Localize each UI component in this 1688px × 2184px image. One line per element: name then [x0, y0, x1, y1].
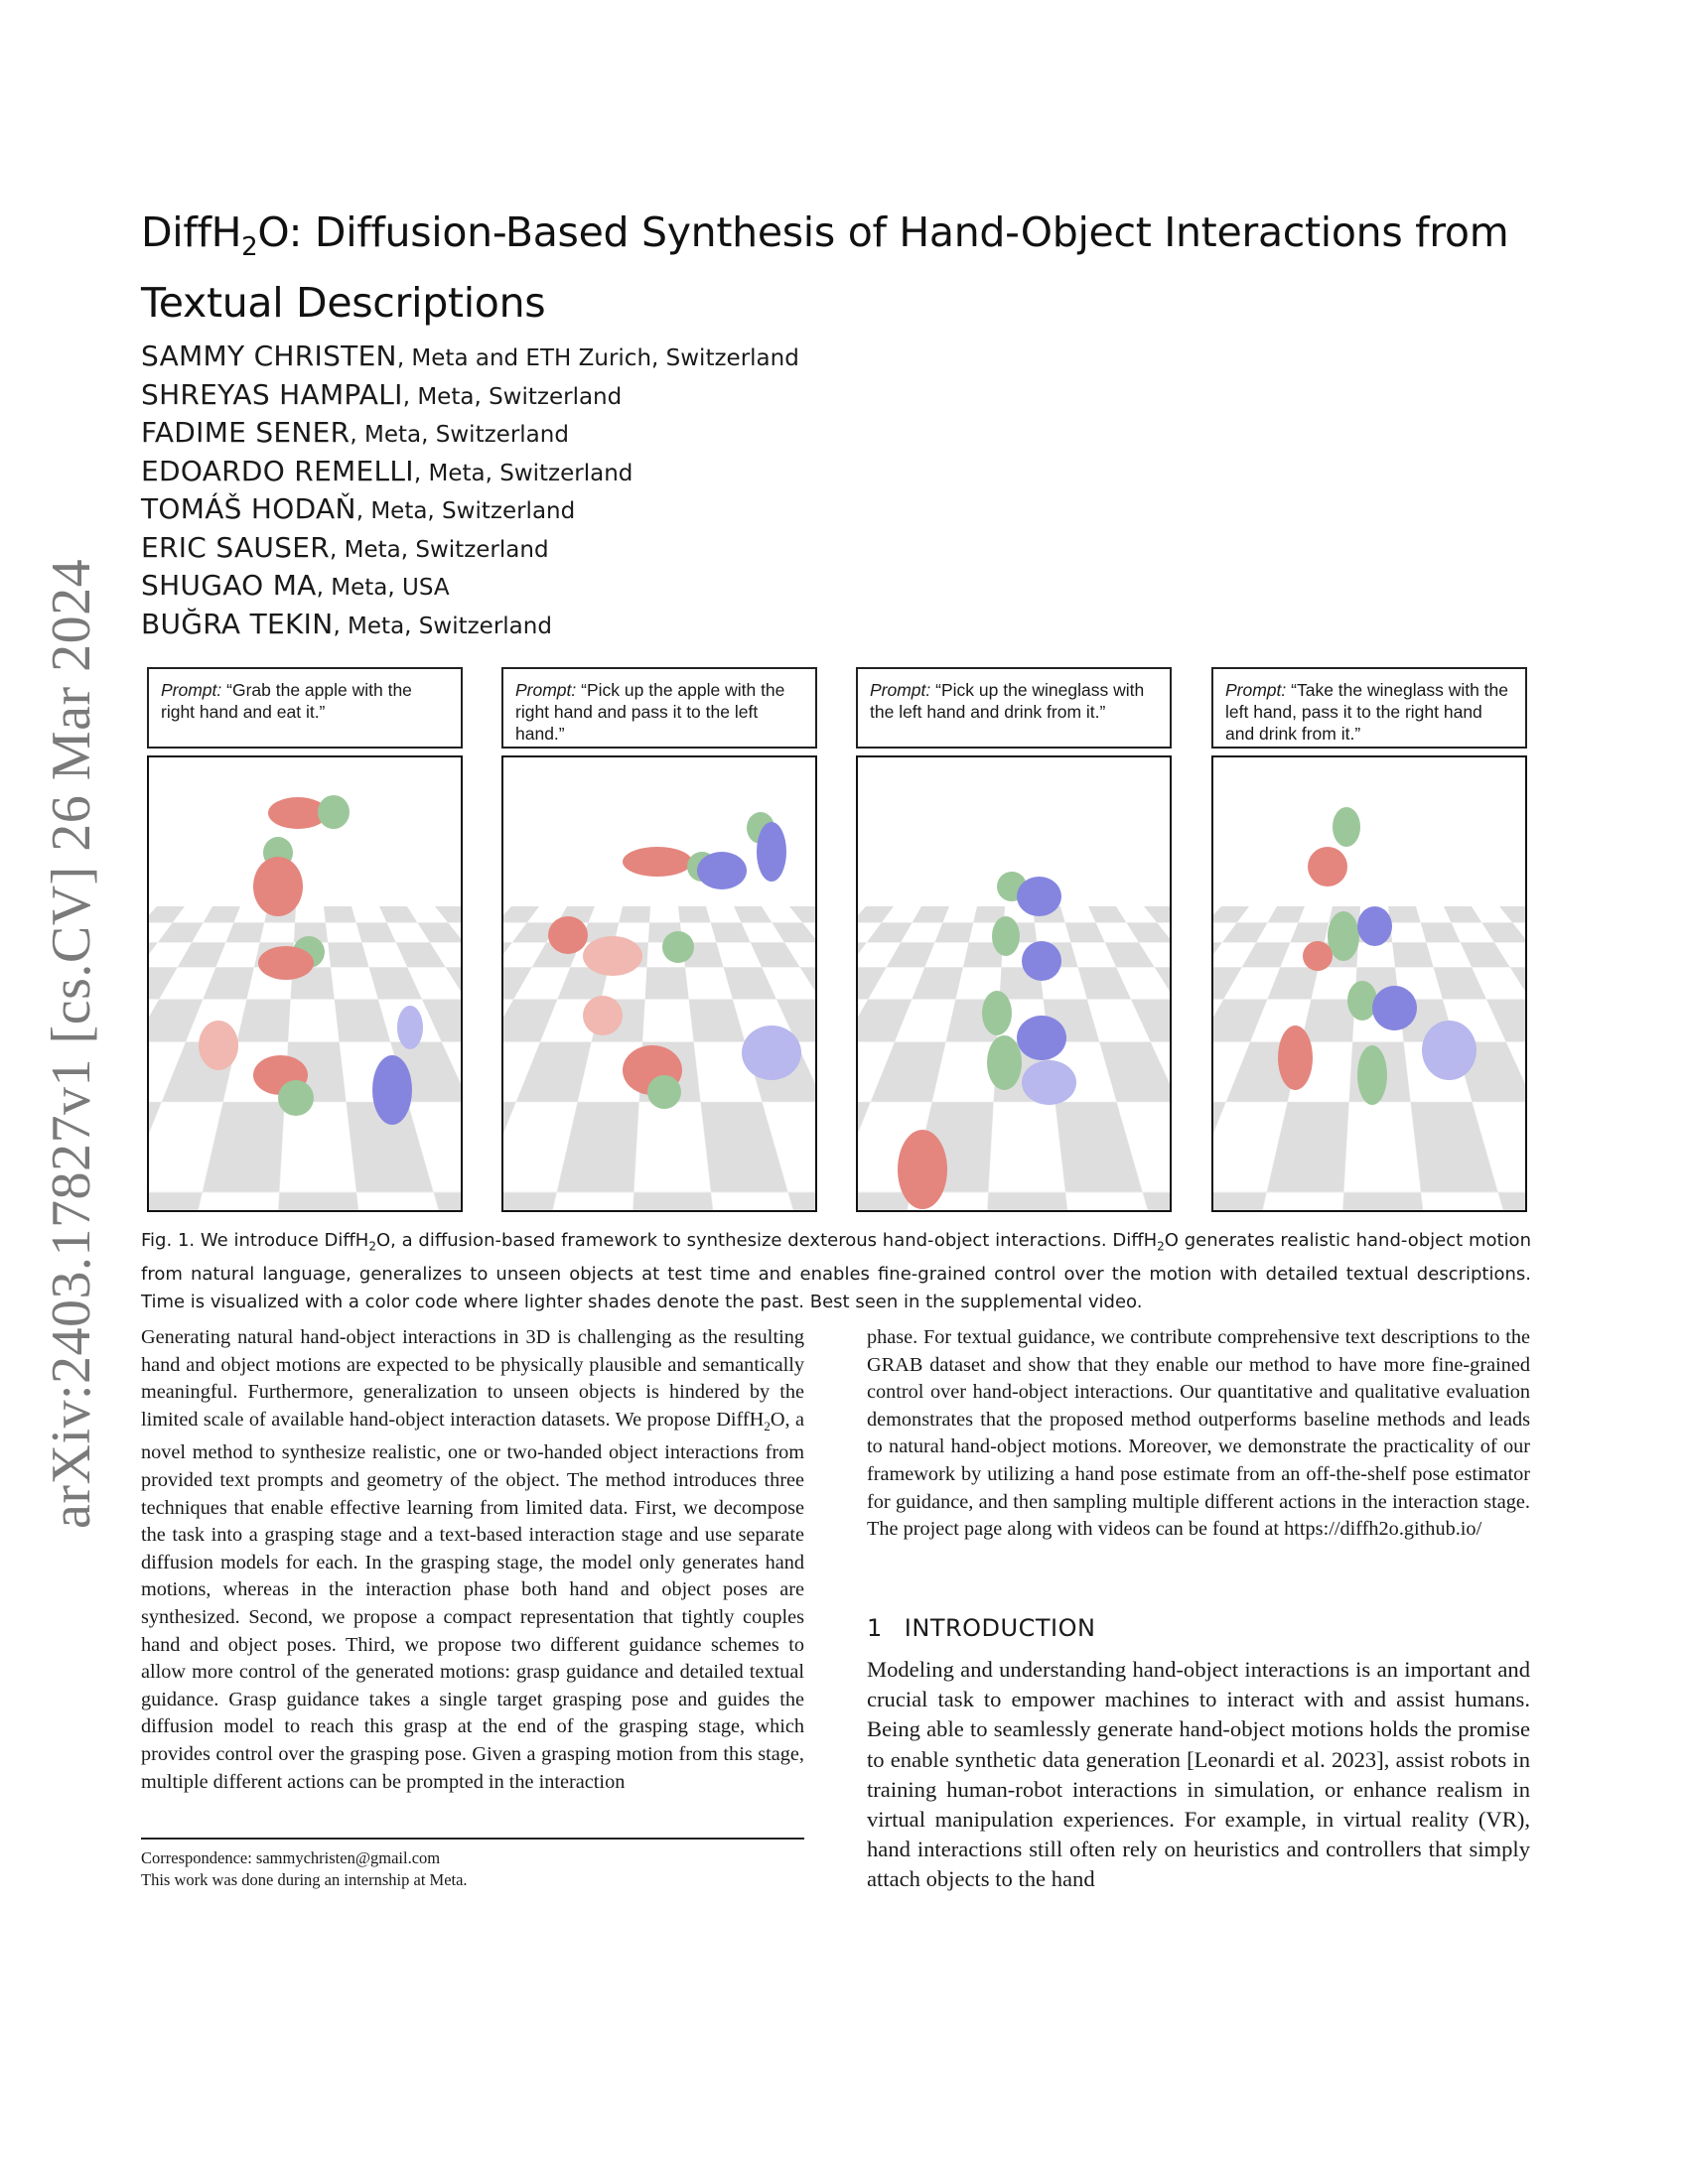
hand-shape: [1372, 986, 1417, 1030]
author: [141, 529, 799, 568]
author-name: FADIME SENER: [141, 416, 351, 449]
author-affiliation: , Meta, USA: [316, 575, 450, 601]
author-affiliation: , Meta, Switzerland: [333, 613, 552, 639]
prompt-box: [1211, 667, 1527, 749]
abstract-subscript: 2: [764, 1418, 771, 1433]
hand-shape: [1303, 941, 1333, 971]
author: [141, 567, 799, 606]
section-number: 1: [867, 1614, 883, 1642]
footnote-correspondence: Correspondence: sammychristen@gmail.com: [141, 1848, 441, 1867]
abstract-left-column: [141, 1324, 804, 1796]
hand-shape: [1278, 1025, 1313, 1090]
object-shape: [982, 991, 1012, 1035]
checkerboard-floor: [147, 755, 463, 906]
figure-panel: [1211, 667, 1527, 1212]
object-shape: [992, 916, 1020, 956]
author: [141, 606, 799, 644]
hand-shape: [548, 916, 588, 954]
prompt-text: “Take the wineglass with the left hand, pass it to the right hand and drink from it.”: [1225, 680, 1509, 744]
hand-shape: [1422, 1021, 1477, 1080]
object-shape: [318, 795, 350, 829]
prompt-label: Prompt:: [1225, 680, 1287, 700]
render-image: [1211, 755, 1527, 1212]
render-image: [501, 755, 817, 1212]
author-affiliation: , Meta, Switzerland: [355, 498, 576, 524]
section-heading-introduction: [867, 1614, 1095, 1642]
prompt-text: “Grab the apple with the right hand and eat it.”: [161, 680, 412, 722]
figure-panel: [147, 667, 463, 1212]
hand-shape: [1022, 941, 1061, 981]
prompt-box: [147, 667, 463, 749]
author-name: SAMMY CHRISTEN: [141, 340, 397, 372]
hand-shape: [199, 1021, 238, 1070]
footnotes: [141, 1847, 468, 1891]
hand-shape: [623, 847, 692, 877]
abstract-paragraph: [141, 1324, 804, 1796]
author-affiliation: , Meta, Switzerland: [330, 536, 549, 563]
hand-shape: [742, 1025, 801, 1080]
introduction-text: Modeling and understanding hand-object interactions is an important and crucial task to empower machines to interact with and assist humans. Being able to seamlessly generate hand-object motions holds the promise to enable synthetic data generation [Leonardi et al. 2023], assist robots in training human-robot interactions in simulation, or enhance realism in virtual manipulation experiences. For example, in virtual reality (VR), hand interactions still often rely on heuristics and controllers that simply attach objects to the hand: [867, 1657, 1530, 1892]
title-part: O: Diffusion-Based Synthesis of Hand-Object Interactions from Textual Descriptions: [141, 208, 1509, 328]
prompt-text: “Pick up the wineglass with the left hand and drink from it.”: [870, 680, 1145, 722]
author: [141, 453, 799, 491]
footnote-divider: [141, 1838, 804, 1840]
prompt-label: Prompt:: [161, 680, 222, 700]
title-part: DiffH: [141, 208, 242, 256]
author: [141, 376, 799, 415]
section-title: INTRODUCTION: [904, 1614, 1096, 1642]
author: [141, 490, 799, 529]
caption-subscript: 2: [1157, 1239, 1165, 1254]
figure-caption: [141, 1227, 1531, 1316]
arxiv-stamp: arXiv:2403.17827v1 [cs.CV] 26 Mar 2024: [41, 558, 102, 1529]
author-name: SHUGAO MA: [141, 569, 317, 602]
hand-shape: [1308, 847, 1347, 887]
author: [141, 338, 799, 376]
abstract-text: Generating natural hand-object interactions in 3D is challenging as the resulting hand and object motions are expected to be physically plausible and semantically meaningful. Furthermore, generalization to unseen objects is hindered by the limited scale of available hand-object interaction datasets. We propose DiffH: [141, 1326, 804, 1431]
hand-shape: [253, 857, 303, 916]
paper-title: [141, 205, 1551, 331]
footnote-internship: This work was done during an internship at Meta.: [141, 1870, 468, 1889]
object-shape: [278, 1080, 314, 1116]
caption-subscript: 2: [368, 1239, 376, 1254]
hand-shape: [1357, 906, 1392, 946]
prompt-label: Prompt:: [515, 680, 577, 700]
object-shape: [662, 931, 694, 963]
hand-shape: [372, 1055, 412, 1125]
figure-panel: [856, 667, 1172, 1212]
abstract-text: phase. For textual guidance, we contribute comprehensive text descriptions to the GRAB dataset and show that they enable our method to have more fine-grained control over hand-object interactions. Our quantitative and qualitative evaluation demonstrates that the proposed method outperforms baseline methods and leads to natural hand-object motions. Moreover, we demonstrate the practicality of our framework by utilizing a hand pose estimate from an off-the-shelf pose estimator for guidance, and then sampling multiple different actions in the interaction stage. The project page along with videos can be found at https://diffh2o.github.io/: [867, 1326, 1530, 1541]
object-shape: [987, 1035, 1022, 1090]
caption-text: O, a diffusion-based framework to synthesize dexterous hand-object interactions. DiffH: [375, 1230, 1158, 1251]
author-name: EDOARDO REMELLI: [141, 454, 414, 487]
figure-panel: [501, 667, 817, 1212]
prompt-text: “Pick up the apple with the right hand and pass it to the left hand.”: [515, 680, 785, 744]
author-affiliation: , Meta, Switzerland: [350, 422, 569, 448]
object-shape: [1357, 1045, 1387, 1105]
author-affiliation: , Meta, Switzerland: [413, 460, 633, 486]
render-image: [147, 755, 463, 1212]
caption-text: Fig. 1. We introduce DiffH: [141, 1230, 369, 1251]
author-affiliation: , Meta, Switzerland: [402, 383, 623, 410]
hand-shape: [757, 822, 786, 882]
object-shape: [1333, 807, 1360, 847]
author-name: ERIC SAUSER: [141, 530, 331, 564]
horizon-fade: [503, 906, 815, 1016]
hand-shape: [583, 996, 623, 1035]
prompt-label: Prompt:: [870, 680, 931, 700]
hand-shape: [258, 946, 314, 980]
author: [141, 414, 799, 453]
abstract-text: O, a novel method to synthesize realistic, one or two-handed object interactions from provided text prompts and geometry of the object. The method introduces three techniques that enable effective learning from limited data. First, we decompose the task into a grasping stage and a text-based interaction stage and use separate diffusion models for each. In the grasping stage, the model only generates hand motions, whereas in the interaction phase both hand and object poses are synthesized. Second, we propose a compact representation that tightly couples hand and object poses. Third, we propose two different guidance schemes to allow more control of the generated motions: grasp guidance and detailed textual guidance. Grasp guidance takes a single target grasping pose and guides the diffusion model to reach this grasp at the end of the grasping stage, which provides control over the grasping pose. Given a grasping motion from this stage, multiple different actions can be prompted in the interaction: [141, 1408, 804, 1793]
author-affiliation: , Meta and ETH Zurich, Switzerland: [396, 345, 799, 371]
abstract-right-column: [867, 1324, 1530, 1544]
author-name: SHREYAS HAMPALI: [141, 377, 403, 411]
hand-shape: [583, 936, 642, 976]
author-list: [141, 338, 799, 643]
author-name: TOMÁŠ HODAŇ: [141, 492, 356, 525]
render-image: [856, 755, 1172, 1212]
caption-text: O generates realistic hand-object motion from natural language, generalizes to unseen objects at test time and enables fine-grained control over the motion with detailed textual descriptions. Time is visualized with a color code where lighter shades denote the past. Best seen in the supplemental video.: [141, 1230, 1531, 1312]
hand-shape: [1017, 877, 1061, 916]
prompt-box: [856, 667, 1172, 749]
object-shape: [647, 1075, 681, 1109]
hand-shape: [1017, 1016, 1066, 1060]
hand-shape: [898, 1130, 947, 1209]
hand-shape: [1022, 1060, 1076, 1105]
hand-shape: [397, 1006, 423, 1049]
checkerboard-floor: [1211, 755, 1527, 906]
title-subscript: 2: [241, 232, 258, 263]
hand-shape: [697, 852, 747, 889]
author-name: BUĞRA TEKIN: [141, 607, 334, 640]
prompt-box: [501, 667, 817, 749]
